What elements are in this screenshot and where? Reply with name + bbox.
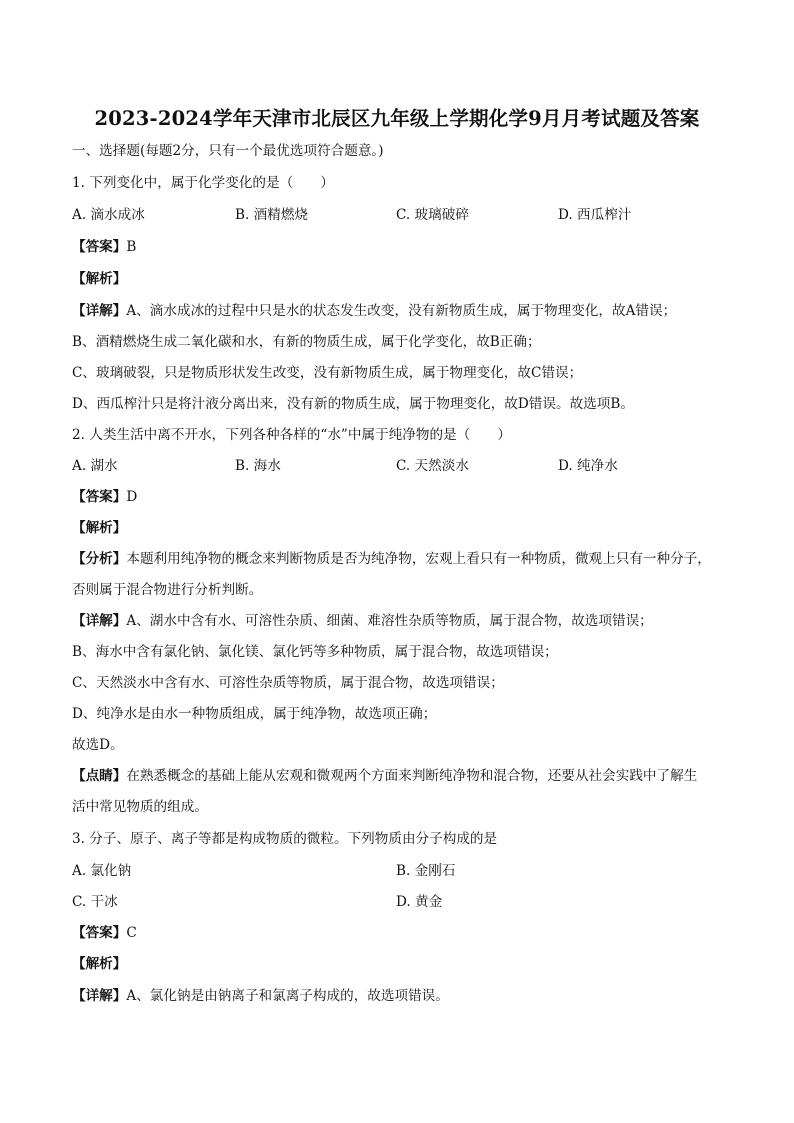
question-3-stem: 3. 分子、原子、离子等都是构成物质的微粒。下列物质由分子构成的是	[72, 831, 498, 847]
q2-detail-line: 【详解】A、湖水中含有水、可溶性杂质、细菌、难溶性杂质等物质，属于混合物，故选项错误；	[72, 613, 653, 629]
q3-analysis-tag: 【解析】	[72, 956, 127, 972]
detail-tag: 【详解】	[72, 303, 127, 319]
q3-option-c: C. 干冰	[72, 894, 118, 910]
answer-tag: 【答案】	[72, 239, 127, 255]
q1-detail-line: C、玻璃破裂，只是物质形状发生改变，没有新物质生成，属于物理变化，故C错误；	[72, 365, 583, 381]
q3-option-b: B. 金刚石	[396, 863, 456, 879]
q2-option-a: A. 湖水	[72, 458, 118, 474]
q2-dianjing-line: 【点睛】在熟悉概念的基础上能从宏观和微观两个方面来判断纯净物和混合物，还要从社会实践中了解生	[72, 768, 698, 784]
q1-detail-line: 【详解】A、滴水成冰的过程中只是水的状态发生改变，没有新物质生成，属于物理变化，故A错误；	[72, 303, 677, 319]
q2-answer	[72, 488, 728, 506]
q2-option-b: B. 海水	[235, 458, 281, 474]
q1-detail-line: B、酒精燃烧生成二氧化碳和水，有新的物质生成，属于化学变化，故B正确；	[72, 334, 541, 350]
answer-value: C	[126, 925, 137, 941]
q1-option-c: C. 玻璃破碎	[396, 207, 469, 223]
q3-option-a: A. 氯化钠	[72, 863, 132, 879]
q1-option-b: B. 酒精燃烧	[235, 207, 309, 223]
q2-option-d: D. 纯净水	[558, 458, 618, 474]
q2-option-c: C. 天然淡水	[396, 458, 469, 474]
q2-analysis-tag: 【解析】	[72, 520, 127, 536]
q2-detail-line: D、纯净水是由水一种物质组成，属于纯净物，故选项正确；	[72, 706, 437, 722]
q2-detail-line: B、海水中含有氯化钠、氯化镁、氯化钙等多种物质，属于混合物，故选项错误；	[72, 644, 558, 660]
answer-value: D	[126, 489, 138, 505]
answer-value: B	[126, 239, 137, 255]
q2-detail-line: 故选D。	[72, 737, 124, 753]
q1-answer	[72, 238, 728, 256]
q2-fenxi-line: 否则属于混合物进行分析判断。	[72, 582, 263, 598]
question-2-stem: 2. 人类生活中离不开水，下列各种各样的“水”中属于纯净物的是（ ）	[72, 427, 512, 443]
page-title: 2023-2024学年天津市北辰区九年级上学期化学9月月考试题及答案	[94, 107, 700, 130]
answer-tag: 【答案】	[72, 489, 127, 505]
detail-tag: 【详解】	[72, 613, 127, 629]
q1-analysis-tag: 【解析】	[72, 271, 127, 287]
fenxi-tag: 【分析】	[72, 551, 127, 567]
q3-option-d: D. 黄金	[396, 894, 443, 910]
section-heading: 一、选择题(每题2分，只有一个最优选项符合题意。)	[72, 143, 384, 159]
q3-detail-line: 【详解】A、氯化钠是由钠离子和氯离子构成的，故选项错误。	[72, 988, 449, 1004]
detail-tag: 【详解】	[72, 988, 127, 1004]
q3-answer	[72, 924, 728, 942]
q1-detail-line: D、西瓜榨汁只是将汁液分离出来，没有新的物质生成，属于物理变化，故D错误。故选项B。	[72, 396, 634, 412]
q2-detail-line: C、天然淡水中含有水、可溶性杂质等物质，属于混合物，故选项错误；	[72, 675, 504, 691]
answer-tag: 【答案】	[72, 925, 127, 941]
q2-dianjing-line: 活中常见物质的组成。	[72, 799, 208, 815]
q2-fenxi-line: 【分析】本题利用纯净物的概念来判断物质是否为纯净物，宏观上看只有一种物质，微观上只有一种分子，	[72, 551, 711, 567]
question-1-stem: 1. 下列变化中，属于化学变化的是（ ）	[72, 175, 334, 191]
q1-option-d: D. 西瓜榨汁	[558, 207, 632, 223]
q1-option-a: A. 滴水成冰	[72, 207, 145, 223]
dianjing-tag: 【点睛】	[72, 768, 127, 784]
